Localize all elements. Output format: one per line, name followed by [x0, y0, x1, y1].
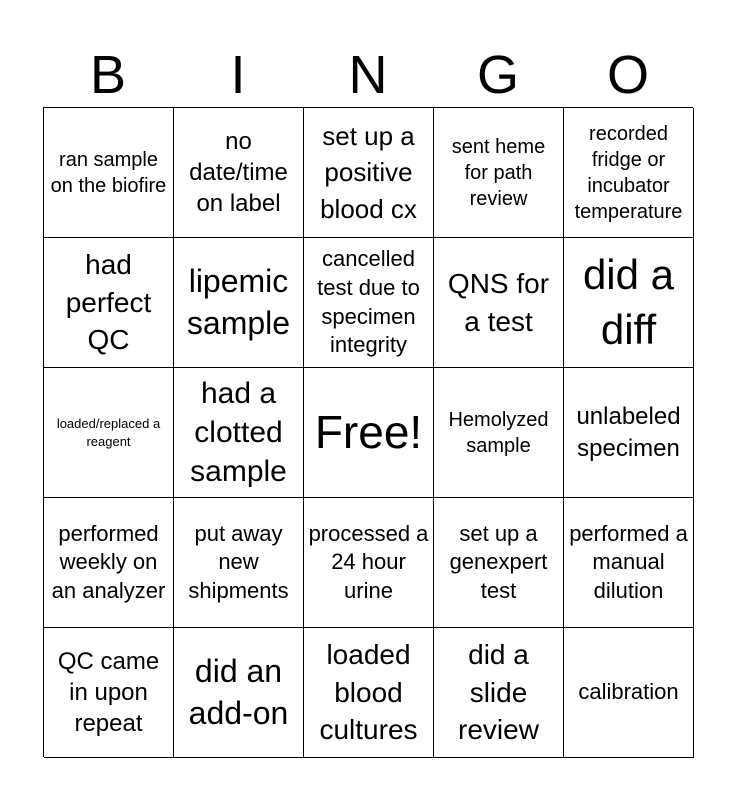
header-letter-g: G [476, 45, 519, 105]
bingo-cell[interactable] [564, 238, 694, 368]
cell-label: cancelled test due to specimen integrity [317, 246, 420, 358]
header-letter-i: I [230, 45, 246, 105]
bingo-cell[interactable] [304, 108, 434, 238]
cell-label: had a clotted sample [190, 377, 287, 488]
bingo-cell[interactable] [434, 108, 564, 238]
cell-label: did a slide review [458, 638, 539, 746]
cell-label: performed weekly on an analyzer [51, 520, 166, 603]
bingo-cell[interactable] [44, 628, 174, 758]
bingo-cell[interactable] [304, 238, 434, 368]
cell-label: processed a 24 hour urine [308, 520, 429, 603]
bingo-cell[interactable] [564, 108, 694, 238]
bingo-cell[interactable] [564, 498, 694, 628]
cell-label: lipemic sample [186, 262, 291, 341]
bingo-cell[interactable] [174, 368, 304, 498]
header-letter-n: N [348, 45, 388, 105]
cell-label: set up a positive blood cx [320, 120, 417, 224]
cell-label: did an add-on [188, 652, 289, 731]
cell-label: performed a manual dilution [569, 520, 688, 603]
header-letter-b: B [89, 45, 127, 105]
bingo-cell[interactable] [564, 368, 694, 498]
cell-label: put away new shipments [188, 520, 289, 603]
cell-label: ran sample on the biofire [50, 148, 167, 197]
bingo-cell[interactable] [174, 108, 304, 238]
cell-label: recorded fridge or incubator temperature [574, 122, 683, 223]
bingo-cell[interactable] [44, 238, 174, 368]
cell-label: Hemolyzed sample [448, 408, 549, 457]
cell-label: unlabeled specimen [576, 403, 681, 462]
bingo-cell[interactable] [304, 498, 434, 628]
bingo-cell[interactable] [434, 368, 564, 498]
cell-label: sent heme for path review [451, 135, 546, 210]
cell-label: had perfect QC [65, 248, 152, 356]
header-letter-o: O [606, 45, 649, 105]
bingo-cell[interactable] [174, 628, 304, 758]
bingo-cell[interactable] [44, 368, 174, 498]
bingo-cell[interactable] [434, 498, 564, 628]
cell-label: calibration [578, 679, 679, 705]
cell-label: set up a genexpert test [449, 520, 548, 603]
bingo-cell[interactable] [434, 238, 564, 368]
cell-label: did a diff [582, 250, 675, 353]
bingo-cell[interactable] [44, 108, 174, 238]
free-space-label: Free! [314, 405, 423, 458]
bingo-cell[interactable] [174, 498, 304, 628]
bingo-board [43, 107, 693, 757]
bingo-cell[interactable] [174, 238, 304, 368]
free-space-cell[interactable] [304, 368, 434, 498]
cell-label: QC came in upon repeat [57, 647, 160, 738]
bingo-header [43, 42, 693, 108]
cell-label: loaded/replaced a reagent [56, 415, 161, 449]
bingo-cell[interactable] [434, 628, 564, 758]
bingo-cell[interactable] [304, 628, 434, 758]
cell-label: QNS for a test [447, 267, 550, 337]
bingo-cell[interactable] [564, 628, 694, 758]
cell-label: loaded blood cultures [319, 638, 418, 746]
bingo-cell[interactable] [44, 498, 174, 628]
cell-label: no date/time on label [189, 127, 288, 218]
